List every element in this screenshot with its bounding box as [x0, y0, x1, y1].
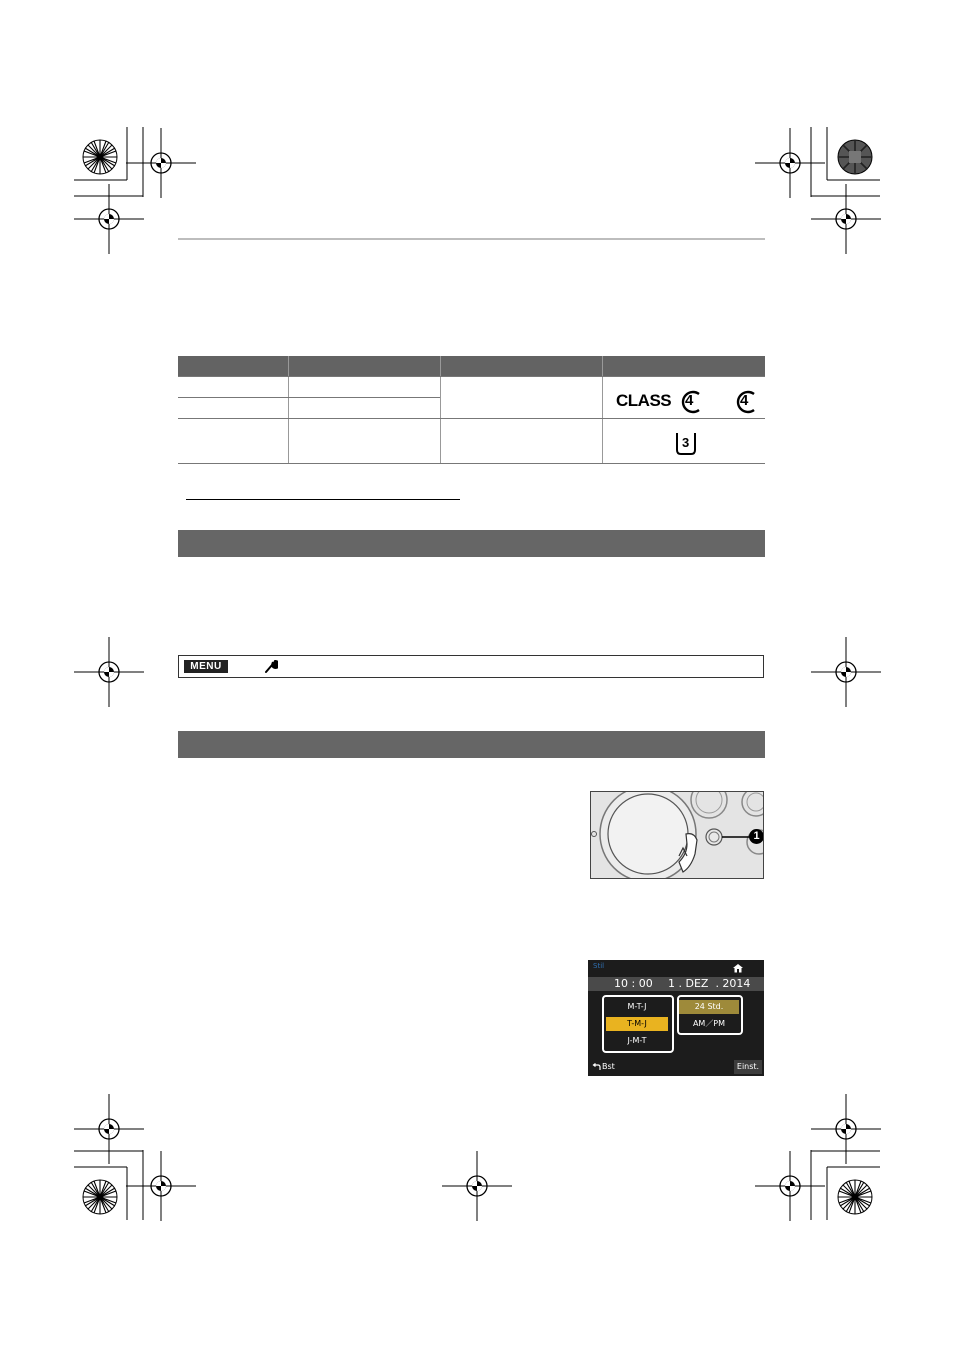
sd-speed-class-icon: [733, 389, 759, 415]
speed-class-table: [178, 356, 765, 464]
camera-body-figure: [590, 791, 764, 879]
callout-number-1: 1: [749, 829, 764, 844]
wrench-icon: [264, 659, 278, 674]
time-value[interactable]: 10 : 00: [614, 977, 653, 990]
class4-logo: [616, 389, 716, 415]
back-arrow-icon: [592, 1063, 601, 1071]
back-label[interactable]: Bst: [602, 1062, 615, 1071]
class-logo-text: CLASS: [616, 391, 672, 410]
date-value[interactable]: 1 . DEZ . 2014: [668, 977, 751, 990]
date-format-option-jmt[interactable]: J-M-T: [627, 1036, 647, 1045]
header-rule: [178, 238, 765, 240]
section-heading-bar-1: [178, 530, 765, 557]
set-button[interactable]: Einst.: [734, 1060, 762, 1074]
underline-rule: [186, 499, 460, 500]
table-header-row: [178, 356, 765, 376]
class-logo-number: 4: [685, 392, 694, 409]
menu-button-icon: MENU: [184, 660, 228, 673]
uhs-number: 3: [682, 435, 690, 450]
date-format-option-tmj[interactable]: T-M-J: [606, 1017, 668, 1031]
sd-logo-number: 4: [740, 392, 749, 409]
menu-path-box: [178, 655, 764, 678]
time-format-option-24h[interactable]: 24 Std.: [679, 1000, 739, 1014]
uhs-speed-class-icon: [675, 432, 697, 456]
screen-corner-label: Stil: [593, 962, 605, 970]
date-format-option-mtj[interactable]: M-T-J: [627, 1002, 647, 1011]
home-icon: [732, 963, 744, 973]
section-heading-bar-2: [178, 731, 765, 758]
camera-date-screen: [588, 960, 764, 1076]
time-format-option-ampm[interactable]: AM／PM: [692, 1019, 726, 1028]
